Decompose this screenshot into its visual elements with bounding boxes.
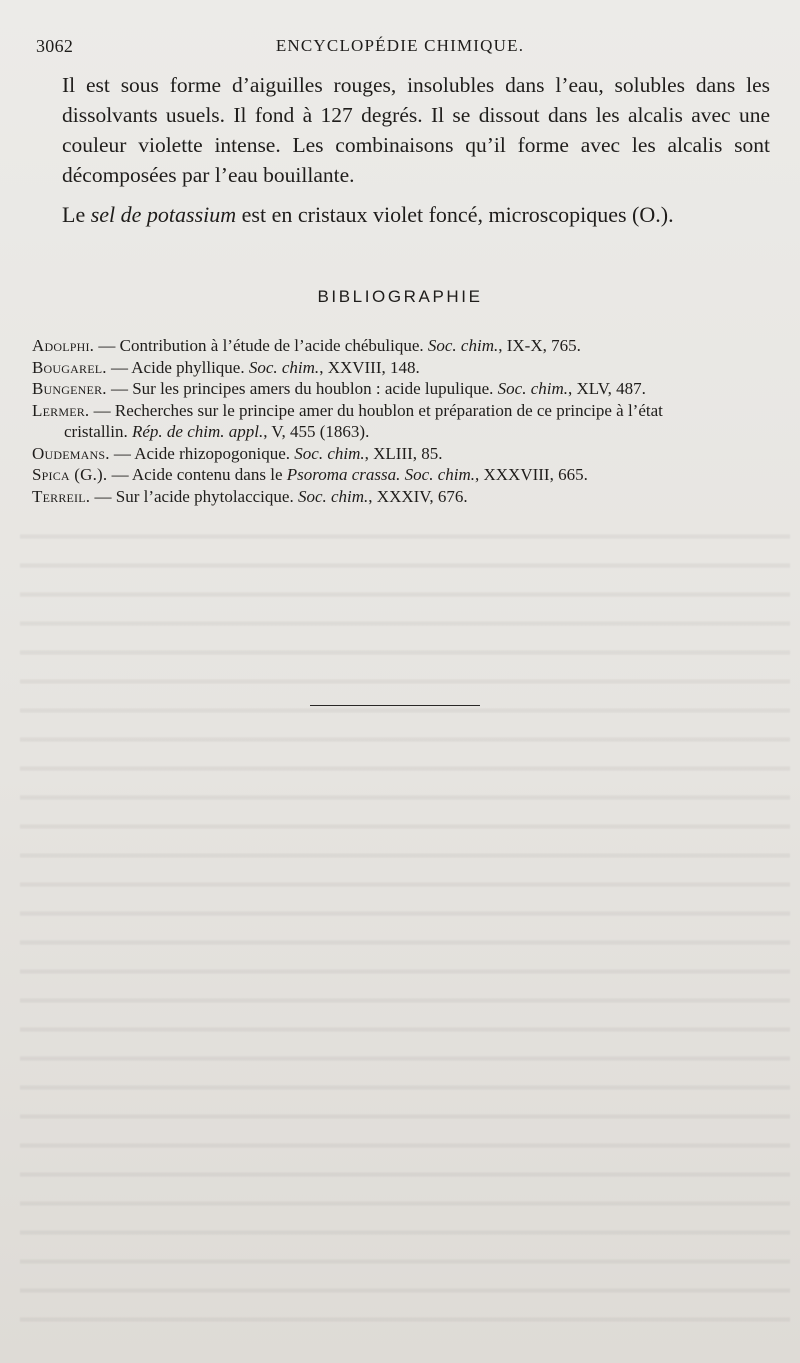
entry-text: — Acide phyllique.	[106, 357, 249, 377]
entry-ref: , V, 455 (1863).	[263, 422, 370, 441]
paragraph-text: Le	[62, 202, 91, 227]
entry-author: Lermer.	[32, 400, 90, 420]
entry-journal: Soc. chim.	[427, 336, 499, 355]
entry-journal: Soc. chim.	[294, 443, 365, 463]
paragraph-text: est en cristaux violet foncé, microscopiques (O.).	[236, 202, 674, 227]
entry-journal: Soc. chim.	[497, 379, 568, 398]
paragraph-potassium-salt	[62, 200, 770, 230]
entry-ref: , XXXIV, 676.	[368, 486, 468, 506]
entry-ref: , XXVIII, 148.	[319, 357, 420, 377]
entry-journal: Rép. de chim. appl.	[131, 422, 264, 441]
entry-continuation	[32, 421, 772, 443]
bibliography-heading: BIBLIOGRAPHIE	[317, 287, 483, 306]
bibliography-entry	[32, 335, 772, 357]
paragraph-line: Il est sous forme d’aiguilles rouges, insolubles dans l’eau, solubles dans les	[62, 73, 770, 97]
entry-author: Terreil.	[32, 486, 91, 506]
bibliography-entry	[32, 400, 772, 443]
entry-text: cristallin.	[64, 422, 132, 441]
entry-text: — Acide rhizopogonique.	[109, 443, 295, 463]
entry-author: Bougarel.	[32, 357, 107, 377]
entry-ref: , XXXVIII, 665.	[475, 465, 588, 484]
entry-author: Bungener.	[32, 379, 107, 398]
entry-author: Oudemans.	[32, 443, 110, 463]
entry-text: — Sur les principes amers du houblon : acide lupulique.	[106, 379, 498, 398]
page-header	[0, 30, 800, 60]
bibliography-entry	[32, 357, 772, 379]
entry-journal: Soc. chim.	[297, 486, 369, 506]
entry-text: — Contribution à l’étude de l’acide chébulique.	[94, 336, 428, 355]
paragraph-description	[62, 70, 770, 190]
italic-term: sel de potassium	[90, 202, 237, 227]
bibliography-entry	[32, 443, 772, 465]
paragraph-line: décomposées par l’eau bouillante.	[62, 163, 355, 187]
running-title: ENCYCLOPÉDIE CHIMIQUE.	[275, 36, 525, 55]
entry-ref: , IX-X, 765.	[498, 336, 581, 355]
entry-text: — Acide contenu dans le	[107, 465, 287, 484]
entry-species: Psoroma crassa.	[286, 465, 401, 484]
paragraph-line: dissolvants usuels. Il fond à 127 degrés. Il se dissout dans les alcalis avec une	[62, 103, 770, 127]
bibliography-entry	[32, 486, 772, 508]
entry-journal: Soc. chim.	[400, 465, 475, 484]
entry-text: — Recherches sur le principe amer du houblon et préparation de ce principe à l’état	[89, 400, 663, 420]
entry-ref: , XLIII, 85.	[364, 443, 443, 463]
page-number: 3062	[36, 36, 74, 56]
section-divider	[310, 705, 480, 706]
bibliography-entry	[32, 464, 772, 486]
entry-text: — Sur l’acide phytolaccique.	[90, 486, 298, 506]
paragraph-line: couleur violette intense. Les combinaisons qu’il forme avec les alcalis sont	[62, 133, 770, 157]
bibliography-list	[32, 335, 772, 507]
entry-journal: Soc. chim.	[248, 357, 320, 377]
entry-ref: , XLV, 487.	[568, 379, 646, 398]
entry-author: Spica (G.).	[32, 465, 108, 484]
entry-author: Adolphi.	[32, 336, 95, 355]
show-through-texture	[20, 520, 790, 1340]
bibliography-entry	[32, 378, 772, 400]
